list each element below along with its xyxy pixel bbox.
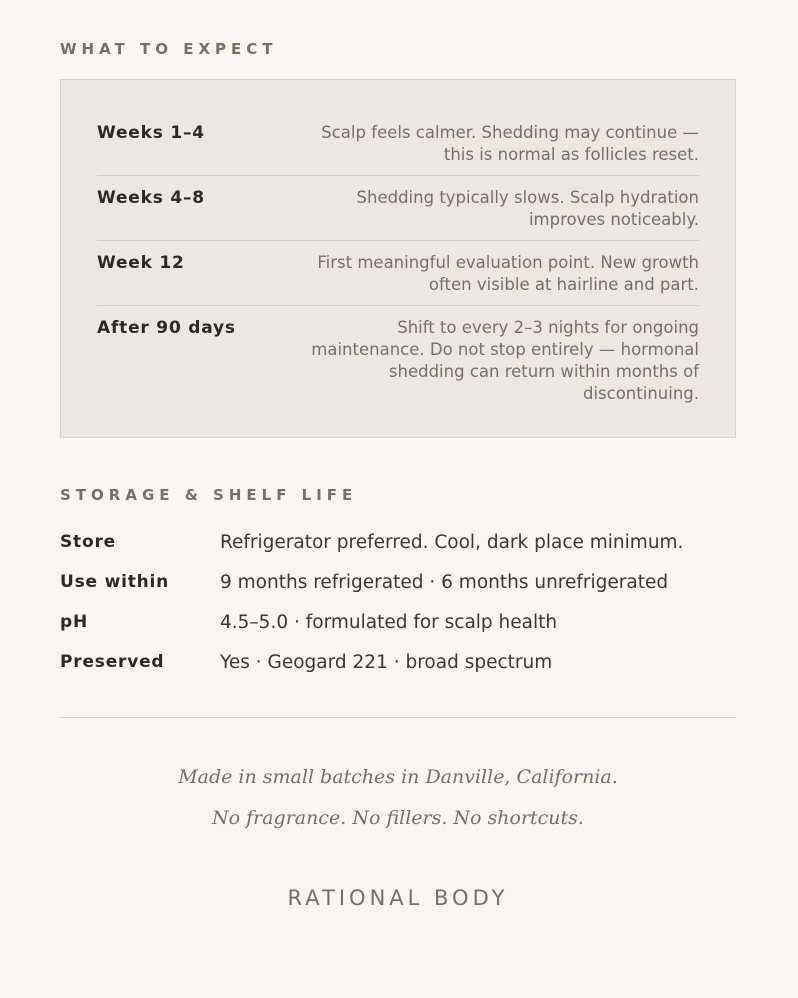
timeline-row	[97, 241, 699, 306]
timeline-period-label: Week 12	[97, 253, 185, 273]
timeline-period-label: Weeks 1–4	[97, 123, 205, 143]
spec-key: pH	[60, 612, 88, 632]
storage-spec-list	[60, 522, 736, 682]
spec-key: Use within	[60, 572, 170, 592]
timeline-period-label: Weeks 4–8	[97, 188, 205, 208]
timeline-description: Scalp feels calmer. Shedding may continue — this is normal as follicles reset.	[321, 123, 699, 164]
timeline-card	[60, 79, 736, 438]
spec-row	[60, 562, 736, 602]
spec-row	[60, 602, 736, 642]
tagline-line-origin: Made in small batches in Danville, California.	[178, 766, 618, 788]
timeline-list	[97, 113, 699, 414]
storage-shelf-life-heading: STORAGE & SHELF LIFE	[60, 486, 358, 504]
timeline-description: First meaningful evaluation point. New growth often visible at hairline and part.	[317, 253, 699, 294]
section-divider	[60, 717, 736, 718]
spec-row	[60, 522, 736, 562]
spec-value: 4.5–5.0 · formulated for scalp health	[220, 611, 558, 633]
timeline-row	[97, 176, 699, 241]
timeline-row	[97, 306, 699, 414]
timeline-description: Shedding typically slows. Scalp hydration improves noticeably.	[356, 188, 699, 229]
spec-key: Preserved	[60, 652, 165, 672]
spec-value: Yes · Geogard 221 · broad spectrum	[220, 651, 553, 673]
spec-row	[60, 642, 736, 682]
footer-tagline	[60, 757, 736, 839]
spec-value: Refrigerator preferred. Cool, dark place minimum.	[220, 531, 684, 553]
tagline-line-promise: No fragrance. No fillers. No shortcuts.	[212, 807, 584, 829]
timeline-row	[97, 113, 699, 176]
brand-wordmark: RATIONAL BODY	[287, 886, 509, 910]
what-to-expect-heading: WHAT TO EXPECT	[60, 40, 278, 58]
timeline-period-label: After 90 days	[97, 318, 236, 338]
spec-value: 9 months refrigerated · 6 months unrefrigerated	[220, 571, 669, 593]
timeline-description: Shift to every 2–3 nights for ongoing maintenance. Do not stop entirely — hormonal shedding can return within months of discontinuing.	[311, 318, 699, 403]
spec-key: Store	[60, 532, 116, 552]
